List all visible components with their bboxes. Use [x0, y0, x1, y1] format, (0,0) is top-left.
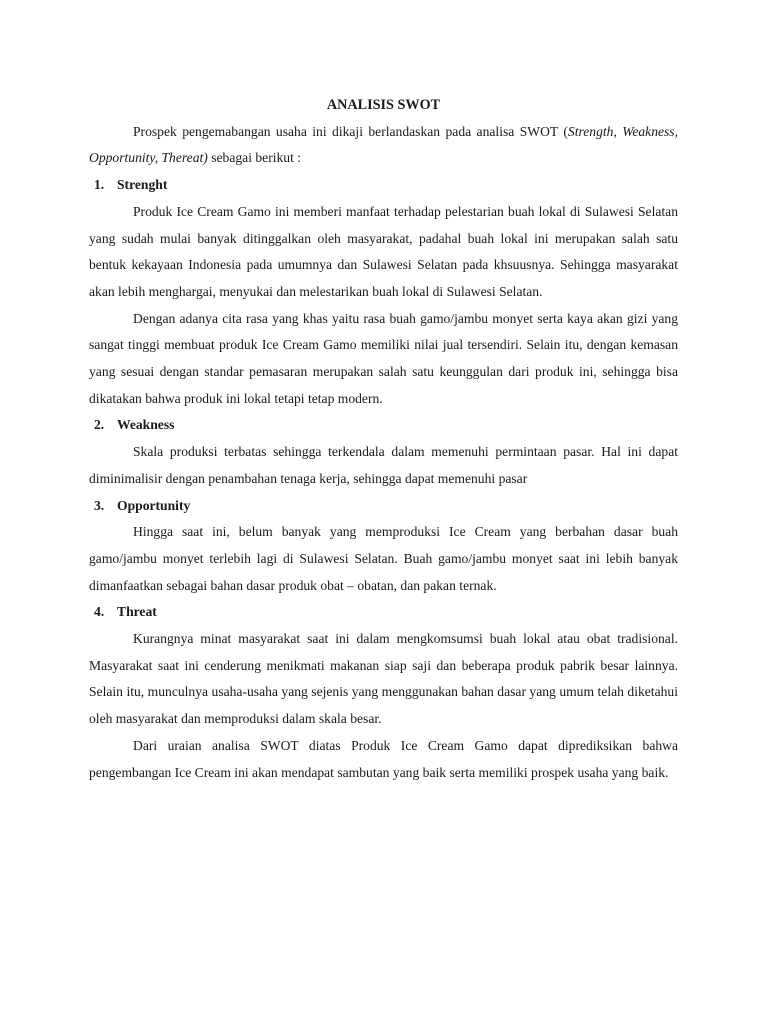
section-number: 2.	[94, 417, 105, 433]
intro-paragraph	[89, 119, 678, 172]
section-number: 1.	[94, 177, 105, 193]
section-number: 3.	[94, 497, 105, 513]
document-title: ANALISIS SWOT	[326, 97, 441, 113]
strength-paragraph-1: Produk Ice Cream Gamo ini memberi manfaat terhadap pelestarian buah lokal di Sulawesi Selatan yang sudah mulai banyak ditinggalkan oleh masyarakat, padahal buah lokal ini merupakan salah satu bentuk kekayaan Indonesia pada umumnya dan Sulawesi Selatan pada khsuusnya. Sehingga masyarakat akan lebih menghargai, menyukai dan melestarikan buah lokal di Sulawesi Selatan.	[89, 203, 678, 299]
section-heading-threat	[89, 599, 678, 626]
section-heading-label: Weakness	[117, 417, 175, 433]
conclusion-paragraph: Dari uraian analisa SWOT diatas Produk Ice Cream Gamo dapat diprediksikan bahwa pengembangan Ice Cream ini akan mendapat sambutan yang baik serta memiliki prospek usaha yang baik.	[89, 737, 678, 780]
threat-paragraph-1: Kurangnya minat masyarakat saat ini dalam mengkomsumsi buah lokal atau obat tradisional. Masyarakat saat ini cenderung menikmati makanan siap saji dan beberapa produk pabrik besar lainnya. Selain itu, munculnya usaha-usaha yang sejenis yang menggunakan bahan dasar yang umum telah diketahui oleh masyarakat dan memproduksi dalam skala besar.	[89, 631, 678, 727]
intro-italic-terms: Strength, Weakness, Opportunity, Thereat)	[89, 123, 678, 166]
weakness-paragraph-1: Skala produksi terbatas sehingga terkendala dalam memenuhi permintaan pasar. Hal ini dapat diminimalisir dengan penambahan tenaga kerja, sehingga dapat memenuhi pasar	[89, 444, 678, 486]
section-number: 4.	[94, 604, 105, 620]
section-heading-label: Threat	[117, 604, 157, 620]
section-heading-weakness	[89, 412, 678, 439]
intro-text: Prospek pengemabangan usaha ini dikaji berlandaskan pada analisa SWOT (	[133, 123, 568, 139]
section-heading-opportunity	[89, 493, 678, 520]
section-heading-strength	[89, 172, 678, 199]
opportunity-paragraph-1: Hingga saat ini, belum banyak yang memproduksi Ice Cream yang berbahan dasar buah gamo/jambu monyet terlebih lagi di Sulawesi Selatan. Buah gamo/jambu monyet saat ini lebih banyak dimanfaatkan sebagai bahan dasar produk obat – obatan, dan pakan ternak.	[89, 524, 678, 593]
document-page	[89, 92, 678, 786]
intro-text-end: sebagai berikut :	[207, 150, 302, 166]
section-heading-label: Strenght	[117, 177, 168, 193]
strength-paragraph-2: Dengan adanya cita rasa yang khas yaitu rasa buah gamo/jambu monyet serta kaya akan gizi yang sangat tinggi membuat produk Ice Cream Gamo memiliki nilai jual tersendiri. Selain itu, dengan kemasan yang sesuai dengan standar pemasaran merupakan salah satu keunggulan dari produk ini, sehingga bisa dikatakan bahwa produk ini lokal tetapi tetap modern.	[89, 310, 678, 406]
section-heading-label: Opportunity	[117, 497, 191, 513]
